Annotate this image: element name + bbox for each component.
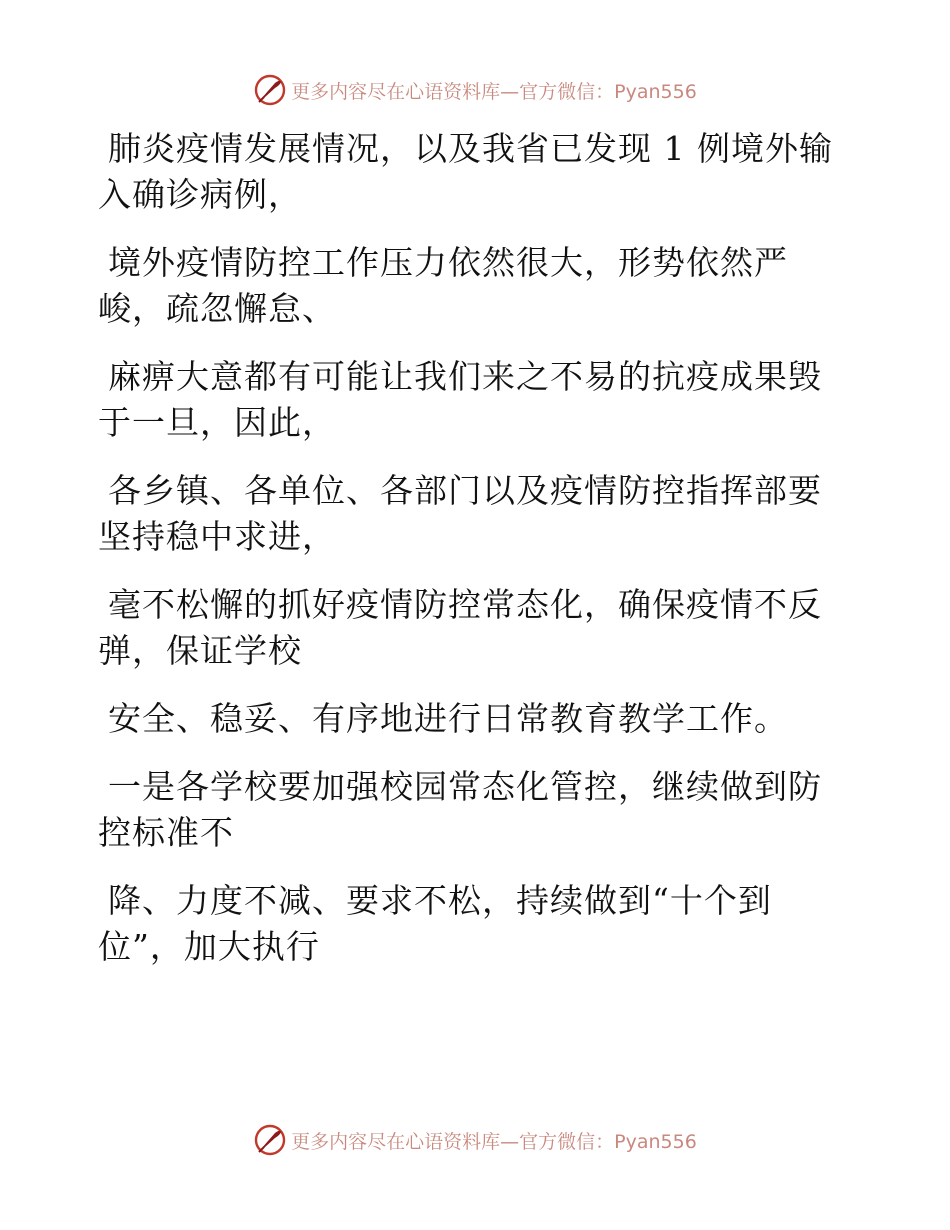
paragraph (98, 126, 858, 218)
paragraph-line: 控标准不 (98, 813, 234, 852)
paragraph (98, 582, 858, 674)
quill-pen-circle-icon (253, 1123, 287, 1157)
paragraph-line: 肺炎疫情发展情况，以及我省已发现 1 例境外输 (108, 129, 833, 168)
quill-pen-circle-icon (253, 73, 287, 107)
paragraph-line: 坚持稳中求进， (98, 517, 336, 556)
watermark-text: 更多内容尽在心语资料库—官方微信：Pyan556 (291, 1130, 697, 1153)
paragraph-line: 峻，疏忽懈怠、 (98, 289, 336, 328)
paragraph (98, 240, 858, 332)
watermark-text: 更多内容尽在心语资料库—官方微信：Pyan556 (291, 80, 697, 103)
paragraph-line: 境外疫情防控工作压力依然很大，形势依然严 (108, 243, 788, 282)
paragraph-line: 一是各学校要加强校园常态化管控，继续做到防 (108, 767, 822, 806)
document-body (98, 126, 858, 992)
paragraph-line: 位”，加大执行 (98, 927, 320, 966)
paragraph (98, 468, 858, 560)
footer-watermark-banner (0, 1120, 950, 1160)
paragraph-line: 入确诊病例， (98, 175, 302, 214)
paragraph-line: 降、力度不减、要求不松，持续做到“十个到 (108, 881, 772, 920)
paragraph-line: 各乡镇、各单位、各部门以及疫情防控指挥部要 (108, 471, 822, 510)
paragraph-line: 麻痹大意都有可能让我们来之不易的抗疫成果毁 (108, 357, 822, 396)
paragraph-line: 弹，保证学校 (98, 631, 302, 670)
paragraph (98, 878, 858, 970)
paragraph (98, 696, 858, 742)
paragraph-line: 毫不松懈的抓好疫情防控常态化，确保疫情不反 (108, 585, 822, 624)
paragraph-line: 安全、稳妥、有序地进行日常教育教学工作。 (108, 699, 788, 738)
paragraph (98, 764, 858, 856)
header-watermark-banner (0, 70, 950, 110)
paragraph-line: 于一旦，因此， (98, 403, 336, 442)
paragraph (98, 354, 858, 446)
